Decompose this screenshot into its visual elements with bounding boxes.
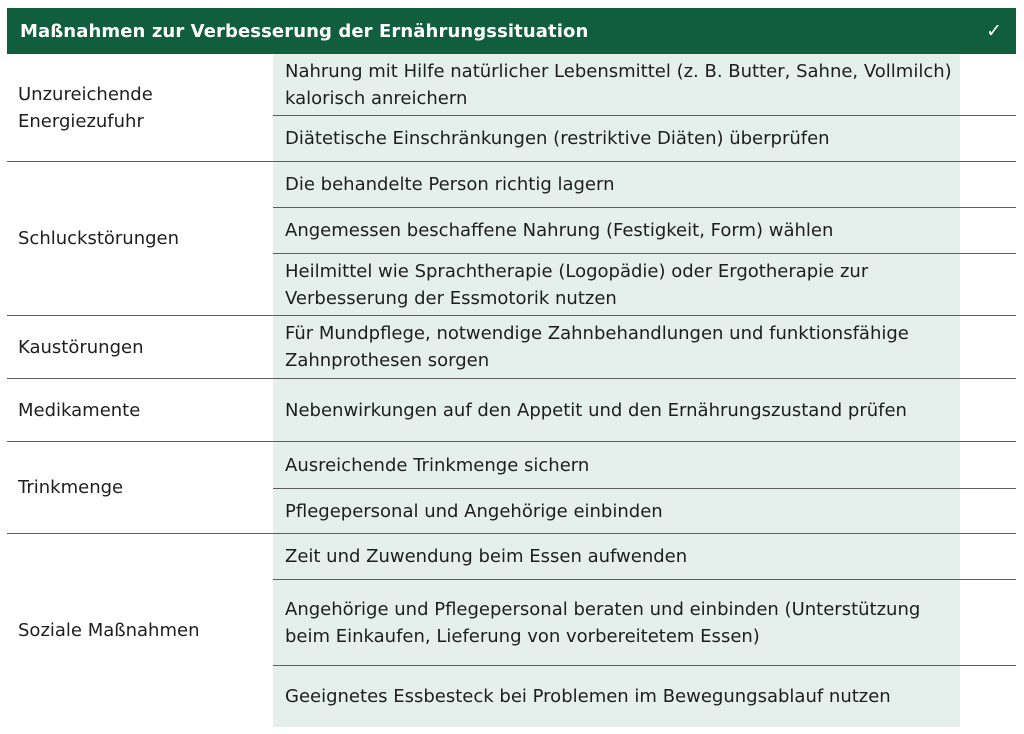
category-cell	[7, 442, 273, 533]
measure-row	[273, 534, 1016, 579]
measure-row	[273, 253, 1016, 315]
measure-row	[273, 379, 1016, 441]
measure-row	[273, 162, 1016, 207]
category-cell	[7, 379, 273, 441]
measures-column	[273, 162, 1016, 315]
table-group	[7, 54, 1016, 162]
measure-text: Zeit und Zuwendung beim Essen aufwenden	[285, 546, 688, 567]
measure-text: Ausreichende Trinkmenge sichern	[285, 454, 590, 476]
check-icon: ✓	[986, 19, 1002, 42]
measure-row	[273, 115, 1016, 161]
measures-column	[273, 54, 1016, 161]
measures-column	[273, 316, 1016, 378]
measure-row	[273, 207, 1016, 253]
category-label: Unzureichende Energiezufuhr	[18, 83, 153, 132]
measure-row	[273, 442, 1016, 488]
table-group	[7, 442, 1016, 534]
measure-text: Nahrung mit Hilfe natürlicher Lebensmittel (z. B. Butter, Sahne, Vollmilch) kalorisch anreichern	[285, 60, 952, 109]
measure-text: Geeignetes Essbesteck bei Problemen im Bewegungsablauf nutzen	[285, 686, 891, 707]
category-label: Schluckstörungen	[18, 228, 180, 249]
category-label: Kaustörungen	[18, 336, 144, 358]
category-cell	[7, 162, 273, 315]
category-cell	[7, 534, 273, 727]
measure-text: Angemessen beschaffene Nahrung (Festigkeit, Form) wählen	[285, 220, 834, 241]
measures-table	[7, 8, 1016, 727]
measures-column	[273, 534, 1016, 727]
measure-row	[273, 579, 1016, 665]
table-group	[7, 534, 1016, 727]
measure-row	[273, 54, 1016, 115]
measure-text: Diätetische Einschränkungen (restriktive Diäten) überprüfen	[285, 128, 830, 149]
table-group	[7, 162, 1016, 316]
measure-text: Angehörige und Pflegepersonal beraten und einbinden (Unterstützung beim Einkaufen, Lieferung von vorbereitetem Essen)	[285, 598, 921, 647]
category-label: Soziale Maßnahmen	[18, 620, 200, 641]
table-header	[7, 8, 1016, 54]
measures-column	[273, 379, 1016, 441]
measure-text: Die behandelte Person richtig lagern	[285, 174, 615, 195]
category-label: Trinkmenge	[18, 477, 124, 498]
table-group	[7, 379, 1016, 442]
measure-text: Nebenwirkungen auf den Appetit und den Ernährungszustand prüfen	[285, 399, 907, 421]
category-cell	[7, 54, 273, 161]
measures-column	[273, 442, 1016, 533]
measure-text: Für Mundpflege, notwendige Zahnbehandlungen und funktionsfähige Zahnprothesen sorgen	[285, 323, 909, 371]
measure-text: Pflegepersonal und Angehörige einbinden	[285, 500, 663, 522]
table-title: Maßnahmen zur Verbesserung der Ernährungssituation	[20, 20, 589, 42]
measure-row	[273, 665, 1016, 727]
measure-row	[273, 316, 1016, 378]
category-cell	[7, 316, 273, 378]
table-group	[7, 316, 1016, 379]
measure-text: Heilmittel wie Sprachtherapie (Logopädie) oder Ergotherapie zur Verbesserung der Essmotorik nutzen	[285, 260, 869, 309]
category-label: Medikamente	[18, 399, 141, 421]
measure-row	[273, 488, 1016, 533]
